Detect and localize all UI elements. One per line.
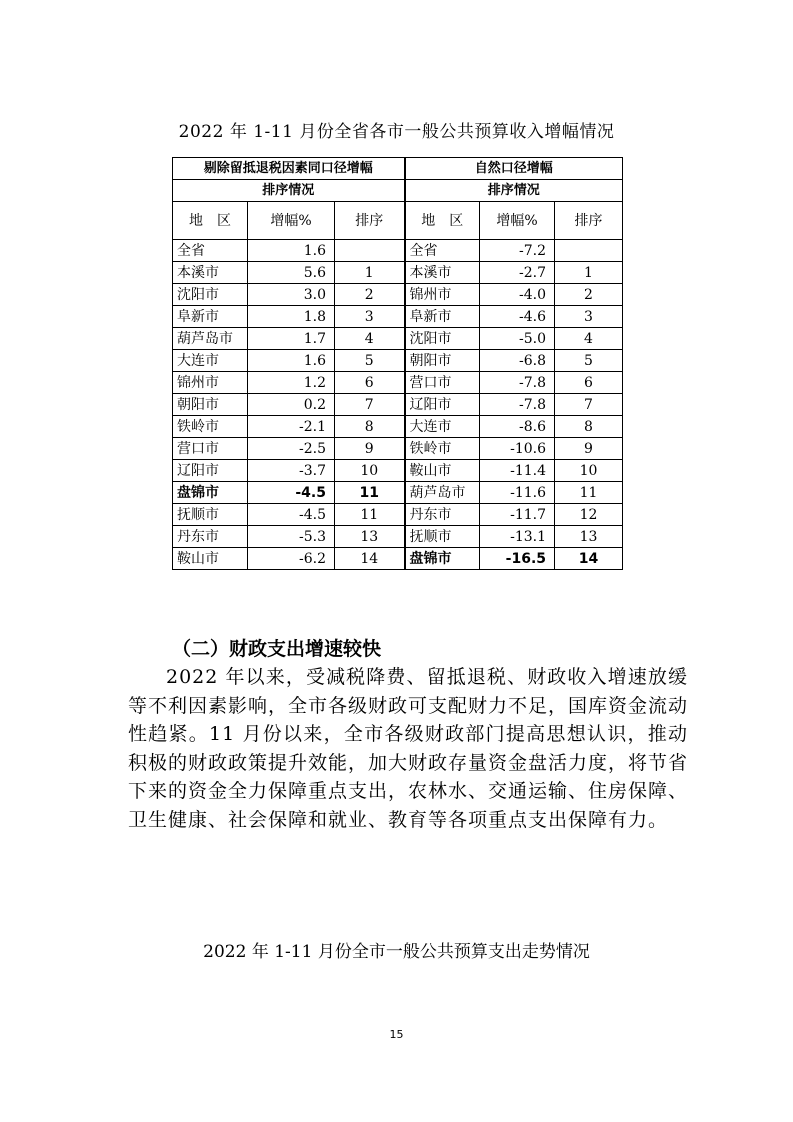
right-rank-cell: 14 xyxy=(555,548,623,570)
left-rank-cell: 4 xyxy=(335,328,405,350)
table-row xyxy=(173,328,623,350)
right-growth-cell: -10.6 xyxy=(480,438,555,460)
right-growth-cell: -11.6 xyxy=(480,482,555,504)
right-region-cell: 大连市 xyxy=(405,416,480,438)
left-rank-cell: 10 xyxy=(335,460,405,482)
right-growth-cell: -7.8 xyxy=(480,394,555,416)
group-header-right: 自然口径增幅 xyxy=(405,158,623,180)
right-rank-cell: 7 xyxy=(555,394,623,416)
left-rank-cell: 11 xyxy=(335,482,405,504)
left-rank-cell: 5 xyxy=(335,350,405,372)
left-region-cell: 盘锦市 xyxy=(173,482,248,504)
col-header-region-right: 地 区 xyxy=(405,202,480,240)
right-growth-cell: -4.0 xyxy=(480,284,555,306)
left-growth-cell: -2.5 xyxy=(248,438,335,460)
right-region-cell: 沈阳市 xyxy=(405,328,480,350)
right-region-cell: 葫芦岛市 xyxy=(405,482,480,504)
right-growth-cell: -16.5 xyxy=(480,548,555,570)
table-row xyxy=(173,284,623,306)
table-row xyxy=(173,262,623,284)
right-region-cell: 朝阳市 xyxy=(405,350,480,372)
left-growth-cell: -2.1 xyxy=(248,416,335,438)
table-row xyxy=(173,438,623,460)
left-growth-cell: 3.0 xyxy=(248,284,335,306)
right-growth-cell: -7.8 xyxy=(480,372,555,394)
left-region-cell: 鞍山市 xyxy=(173,548,248,570)
right-growth-cell: -7.2 xyxy=(480,240,555,262)
left-growth-cell: -4.5 xyxy=(248,504,335,526)
left-growth-cell: 1.6 xyxy=(248,240,335,262)
left-region-cell: 抚顺市 xyxy=(173,504,248,526)
right-growth-cell: -11.4 xyxy=(480,460,555,482)
table-row xyxy=(173,416,623,438)
left-growth-cell: -5.3 xyxy=(248,526,335,548)
right-growth-cell: -11.7 xyxy=(480,504,555,526)
right-region-cell: 辽阳市 xyxy=(405,394,480,416)
right-rank-cell: 1 xyxy=(555,262,623,284)
right-region-cell: 营口市 xyxy=(405,372,480,394)
left-rank-cell xyxy=(335,240,405,262)
left-rank-cell: 3 xyxy=(335,306,405,328)
col-header-growth-left: 增幅% xyxy=(248,202,335,240)
sub-header-right: 排序情况 xyxy=(405,180,623,202)
right-growth-cell: -2.7 xyxy=(480,262,555,284)
left-growth-cell: -4.5 xyxy=(248,482,335,504)
right-rank-cell: 2 xyxy=(555,284,623,306)
left-growth-cell: 5.6 xyxy=(248,262,335,284)
left-growth-cell: -3.7 xyxy=(248,460,335,482)
left-rank-cell: 11 xyxy=(335,504,405,526)
left-growth-cell: 0.2 xyxy=(248,394,335,416)
table-row xyxy=(173,548,623,570)
right-region-cell: 阜新市 xyxy=(405,306,480,328)
left-region-cell: 辽阳市 xyxy=(173,460,248,482)
right-region-cell: 盘锦市 xyxy=(405,548,480,570)
right-rank-cell: 4 xyxy=(555,328,623,350)
right-rank-cell: 13 xyxy=(555,526,623,548)
table-row xyxy=(173,350,623,372)
left-rank-cell: 13 xyxy=(335,526,405,548)
left-region-cell: 锦州市 xyxy=(173,372,248,394)
table-row xyxy=(173,460,623,482)
right-region-cell: 鞍山市 xyxy=(405,460,480,482)
left-region-cell: 营口市 xyxy=(173,438,248,460)
table-row xyxy=(173,240,623,262)
left-region-cell: 大连市 xyxy=(173,350,248,372)
table-row xyxy=(173,394,623,416)
right-rank-cell: 12 xyxy=(555,504,623,526)
sub-header-row xyxy=(173,180,623,202)
right-growth-cell: -5.0 xyxy=(480,328,555,350)
left-region-cell: 阜新市 xyxy=(173,306,248,328)
table-row xyxy=(173,306,623,328)
left-growth-cell: 1.8 xyxy=(248,306,335,328)
left-region-cell: 葫芦岛市 xyxy=(173,328,248,350)
right-rank-cell: 8 xyxy=(555,416,623,438)
column-header-row xyxy=(173,202,623,240)
right-region-cell: 本溪市 xyxy=(405,262,480,284)
left-rank-cell: 7 xyxy=(335,394,405,416)
right-rank-cell: 5 xyxy=(555,350,623,372)
left-growth-cell: 1.2 xyxy=(248,372,335,394)
sub-header-left: 排序情况 xyxy=(173,180,405,202)
left-rank-cell: 8 xyxy=(335,416,405,438)
left-growth-cell: -6.2 xyxy=(248,548,335,570)
left-growth-cell: 1.6 xyxy=(248,350,335,372)
left-region-cell: 丹东市 xyxy=(173,526,248,548)
table-row xyxy=(173,482,623,504)
right-rank-cell: 9 xyxy=(555,438,623,460)
revenue-growth-table xyxy=(172,157,623,570)
right-region-cell: 全省 xyxy=(405,240,480,262)
right-rank-cell: 11 xyxy=(555,482,623,504)
left-region-cell: 全省 xyxy=(173,240,248,262)
chart-title: 2022 年 1-11 月份全市一般公共预算支出走势情况 xyxy=(203,942,590,962)
left-region-cell: 朝阳市 xyxy=(173,394,248,416)
body-paragraph: 2022 年以来，受减税降费、留抵退税、财政收入增速放缓等不利因素影响，全市各级财政可支配财力不足，国库资金流动性趋紧。11 月份以来，全市各级财政部门提高思想认识，推动积极的财政政策提升效能，加大财政存量资金盘活力度，将节省下来的资金全力保障重点支出，农林水、交通运输、住房保障、卫生健康、社会保障和就业、教育等各项重点支出保障有力。 xyxy=(128,666,689,831)
right-growth-cell: -13.1 xyxy=(480,526,555,548)
left-rank-cell: 1 xyxy=(335,262,405,284)
right-region-cell: 丹东市 xyxy=(405,504,480,526)
group-header-row xyxy=(173,158,623,180)
left-rank-cell: 9 xyxy=(335,438,405,460)
table-title: 2022 年 1-11 月份全省各市一般公共预算收入增幅情况 xyxy=(178,122,615,142)
section-heading: （二）财政支出增速较快 xyxy=(172,638,382,660)
left-region-cell: 本溪市 xyxy=(173,262,248,284)
right-growth-cell: -4.6 xyxy=(480,306,555,328)
right-rank-cell: 10 xyxy=(555,460,623,482)
right-region-cell: 锦州市 xyxy=(405,284,480,306)
page-number: 15 xyxy=(389,1028,404,1041)
left-rank-cell: 6 xyxy=(335,372,405,394)
right-rank-cell: 6 xyxy=(555,372,623,394)
left-region-cell: 沈阳市 xyxy=(173,284,248,306)
col-header-rank-left: 排序 xyxy=(335,202,405,240)
col-header-rank-right: 排序 xyxy=(555,202,623,240)
right-rank-cell: 3 xyxy=(555,306,623,328)
left-growth-cell: 1.7 xyxy=(248,328,335,350)
right-region-cell: 抚顺市 xyxy=(405,526,480,548)
right-growth-cell: -8.6 xyxy=(480,416,555,438)
right-rank-cell xyxy=(555,240,623,262)
left-rank-cell: 14 xyxy=(335,548,405,570)
col-header-growth-right: 增幅% xyxy=(480,202,555,240)
left-rank-cell: 2 xyxy=(335,284,405,306)
col-header-region-left: 地 区 xyxy=(173,202,248,240)
right-growth-cell: -6.8 xyxy=(480,350,555,372)
right-region-cell: 铁岭市 xyxy=(405,438,480,460)
table-row xyxy=(173,372,623,394)
left-region-cell: 铁岭市 xyxy=(173,416,248,438)
group-header-left: 剔除留抵退税因素同口径增幅 xyxy=(173,158,405,180)
table-row xyxy=(173,504,623,526)
table-row xyxy=(173,526,623,548)
